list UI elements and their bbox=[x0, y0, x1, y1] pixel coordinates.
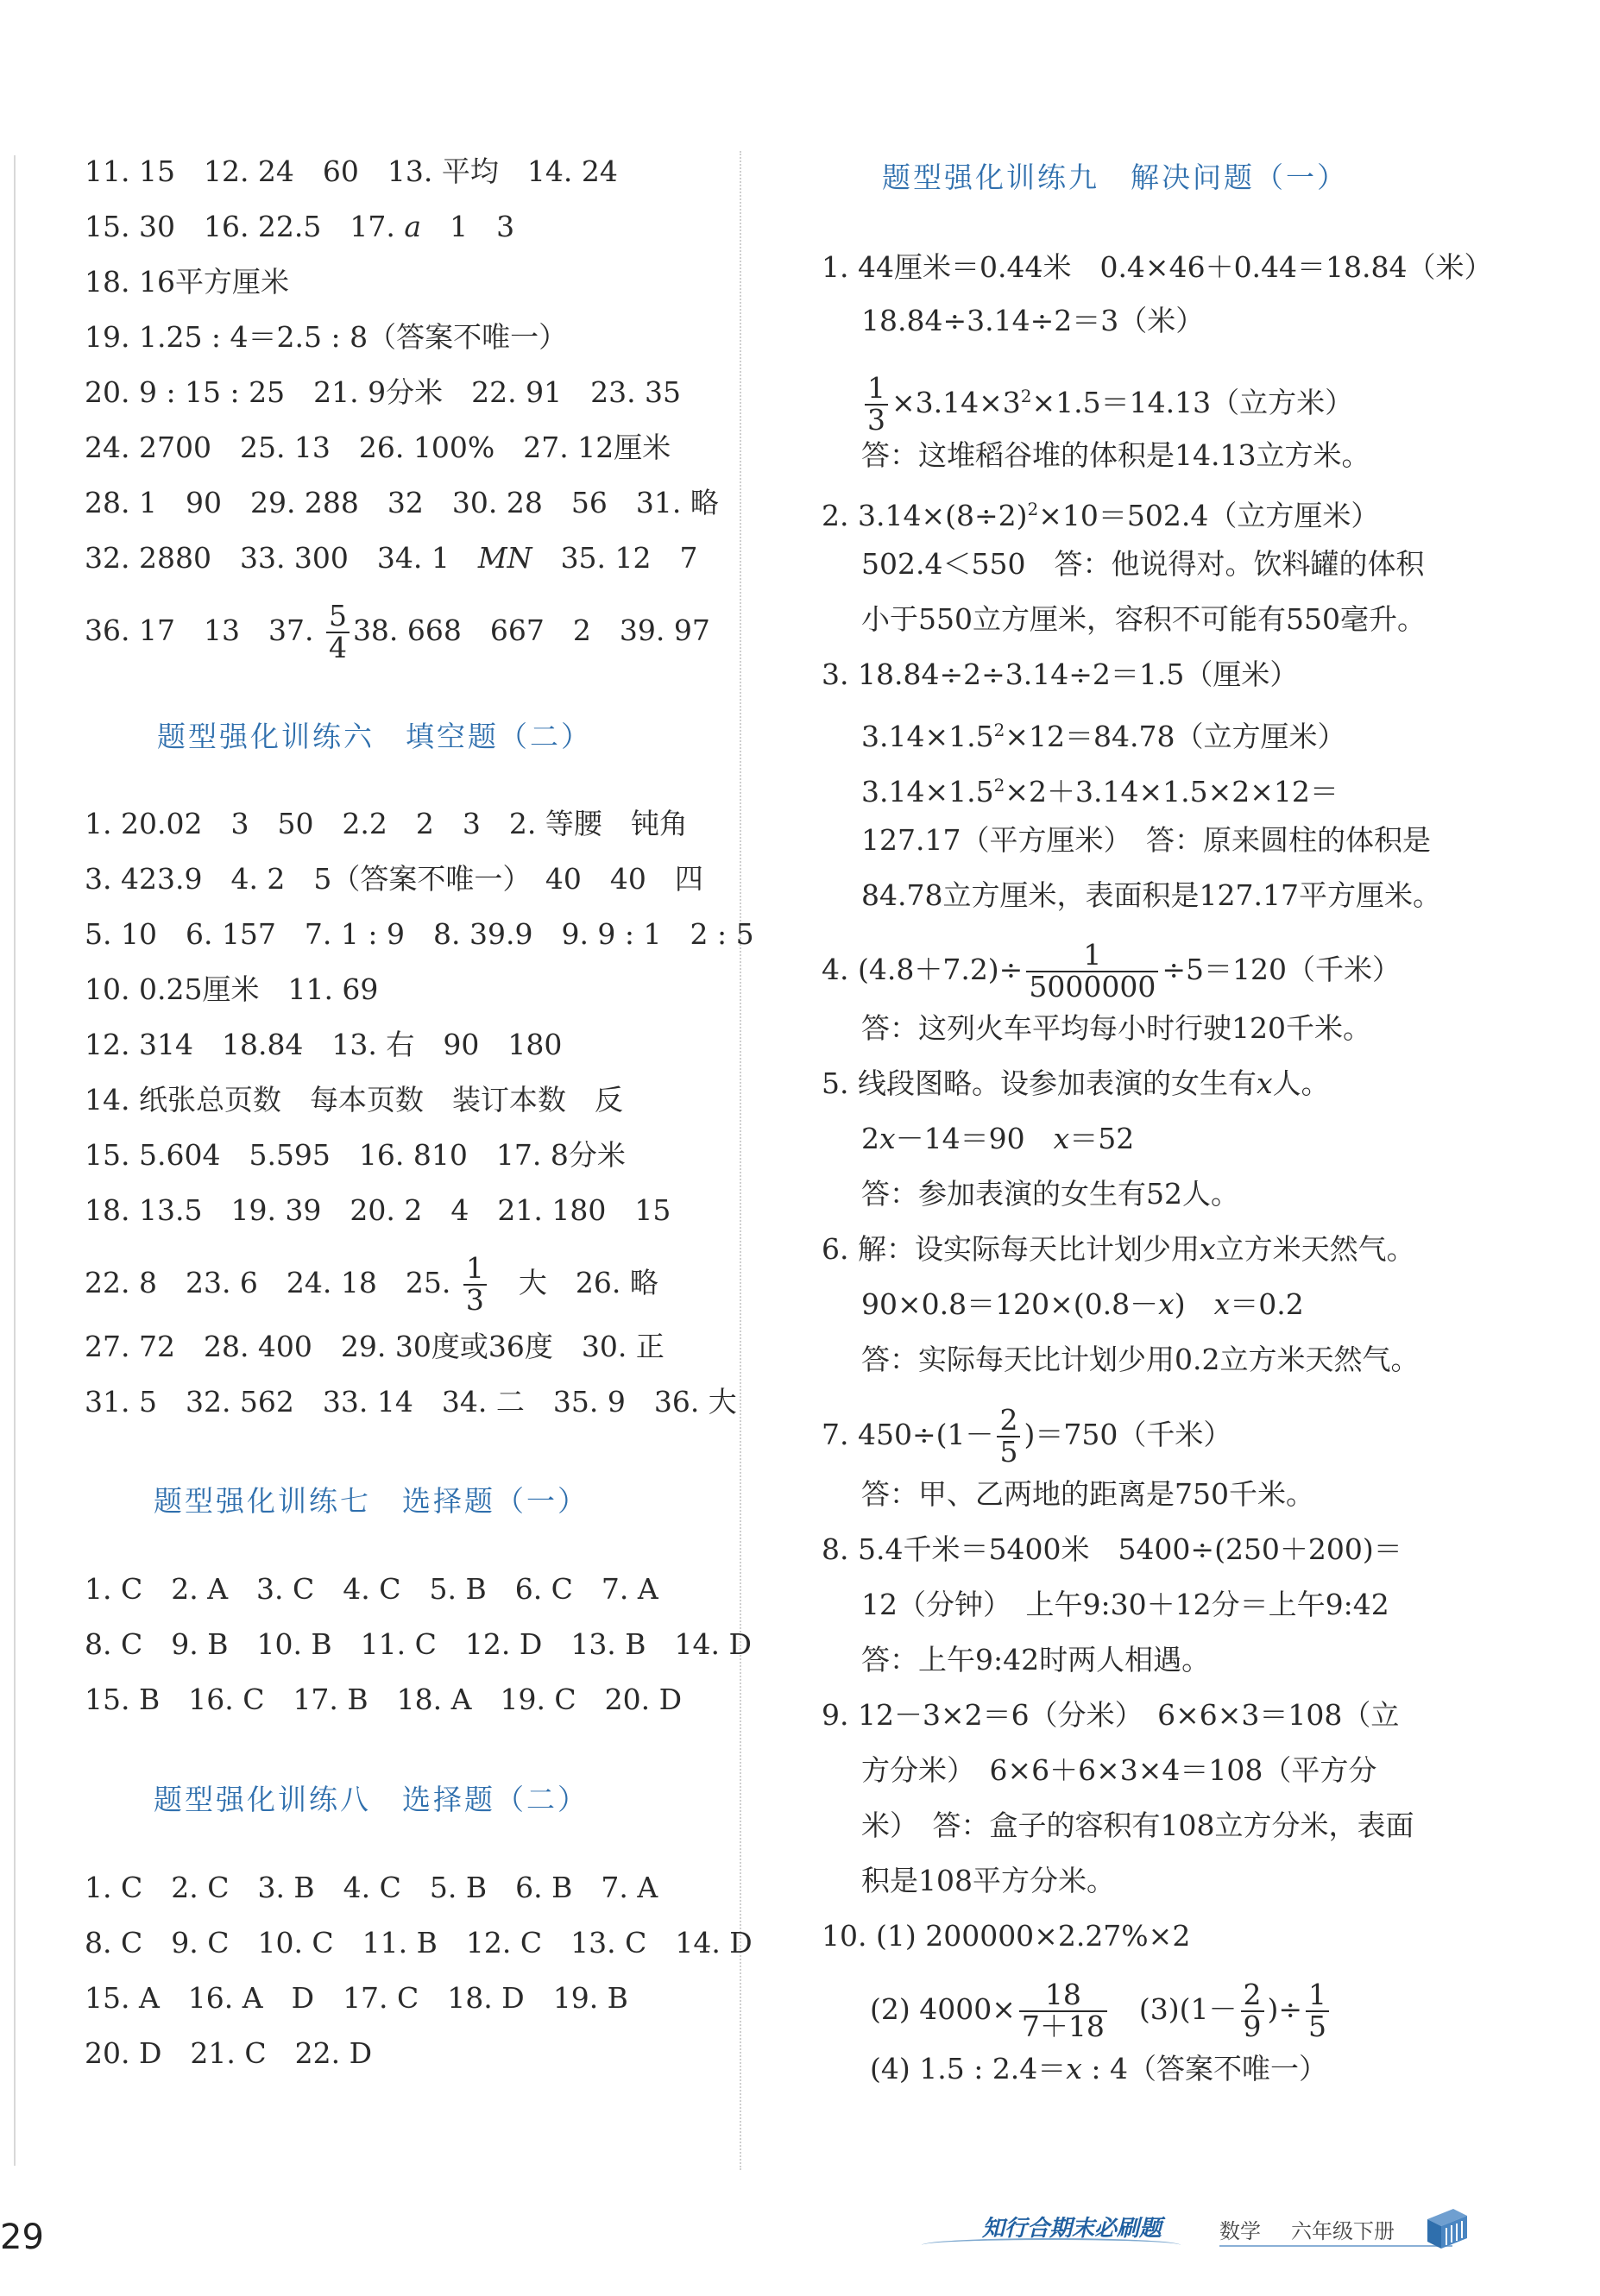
footer-subject: 数学 bbox=[1219, 2219, 1261, 2243]
answer-line: 20. 9 : 15 : 25 21. 9分米 22. 91 23. 35 bbox=[85, 375, 682, 409]
segment-mn: MN bbox=[477, 541, 532, 575]
footer-grade: 六年级下册 bbox=[1291, 2219, 1395, 2243]
fraction: $\frac{2}{5}$ bbox=[997, 1406, 1020, 1467]
solution-line: 9. 12－3×2＝6（分米） 6×6×3＝108（立 bbox=[822, 1698, 1400, 1732]
answer-line: 19. 1.25 : 4＝2.5 : 8（答案不唯一） bbox=[85, 320, 568, 354]
answer-line: 28. 1 90 29. 288 32 30. 28 56 31. 略 bbox=[85, 486, 719, 519]
solution-line: 6. 解：设实际每天比计划少用x立方米天然气。 bbox=[822, 1232, 1415, 1266]
answer-line: 18. 13.5 19. 39 20. 2 4 21. 180 15 bbox=[85, 1193, 671, 1227]
solution-line: 小于550立方厘米，容积不可能有550毫升。 bbox=[861, 602, 1426, 636]
fraction: $\frac{1}{5}$ bbox=[1306, 1980, 1329, 2041]
answer-line: 1. 20.02 3 50 2.2 2 3 2. 等腰 钝角 bbox=[85, 807, 688, 840]
solution-line: 8. 5.4千米＝5400米 5400÷(250＋200)＝ bbox=[822, 1532, 1402, 1566]
column-divider bbox=[740, 151, 741, 2170]
answer-line: 14. 纸张总页数 每本页数 装订本数 反 bbox=[85, 1083, 623, 1117]
solution-line: $\frac{1}{3}$ $\times 3.14\times 3^2\times 1.5=14.13$（立方米） bbox=[861, 362, 1353, 437]
fraction: $\frac{5}{4}$ bbox=[326, 601, 350, 663]
answer-line: 15. B 16. C 17. B 18. A 19. C 20. D bbox=[85, 1683, 683, 1716]
footer-rule bbox=[1219, 2245, 1452, 2247]
answer-line: 22. 8 23. 6 24. 18 25. $\frac{1}{3}$ 大 26. 略 bbox=[85, 1251, 658, 1317]
solution-line: 4. (4.8＋7.2)÷ $\frac{1}{5000000}$ ÷5＝120（千米） bbox=[822, 938, 1401, 1003]
solution-line: 5. 线段图略。设参加表演的女生有x人。 bbox=[822, 1066, 1330, 1100]
solution-line: 3. 18.84÷2÷3.14÷2＝1.5（厘米） bbox=[822, 657, 1299, 691]
solution-line: 积是108平方分米。 bbox=[861, 1864, 1115, 1897]
answer-line: 15. 5.604 5.595 16. 810 17. 8分米 bbox=[85, 1138, 626, 1172]
solution-line: 答：参加表演的女生有52人。 bbox=[861, 1177, 1239, 1211]
solution-line: $3.14\times 1.5^2\times 12=84.78$（立方厘米） bbox=[861, 720, 1346, 753]
solution-line: (4) 1.5 : 2.4＝x : 4（答案不唯一） bbox=[870, 2052, 1328, 2085]
fraction: $\frac{18}{7+18}$ bbox=[1019, 1980, 1107, 2041]
answer-line: 8. C 9. B 10. B 11. C 12. D 13. B 14. D bbox=[85, 1627, 752, 1661]
solution-line: 答：实际每天比计划少用0.2立方米天然气。 bbox=[861, 1343, 1420, 1376]
brand-logo: 知行合期末必刷题 bbox=[982, 2216, 1162, 2242]
solution-line: 2x－14＝90 x＝52 bbox=[861, 1122, 1135, 1155]
solution-line: 答：甲、乙两地的距离是750千米。 bbox=[861, 1477, 1314, 1511]
answer-line: 1. C 2. A 3. C 4. C 5. B 6. C 7. A bbox=[85, 1572, 658, 1606]
solution-line: 18.84÷3.14÷2＝3（米） bbox=[861, 304, 1205, 337]
answer-line: 36. 17 13 37. $\frac{5}{4}$ 38. 668 667 2 39. 97 bbox=[85, 599, 710, 664]
page-edge-rule bbox=[14, 155, 16, 2166]
fraction: $\frac{1}{5000000}$ bbox=[1026, 940, 1158, 1002]
answer-line: 15. A 16. A D 17. C 18. D 19. B bbox=[85, 1981, 628, 2015]
answer-line: 27. 72 28. 400 29. 30度或36度 30. 正 bbox=[85, 1330, 665, 1363]
answer-line: 8. C 9. C 10. C 11. B 12. C 13. C 14. D bbox=[85, 1926, 753, 1959]
answer-line: 11. 15 12. 24 60 13. 平均 14. 24 bbox=[85, 154, 618, 188]
solution-line: $3.14\times 1.5^2\times 2+3.14\times 1.5\times 2\times 12=$ bbox=[861, 775, 1339, 808]
solution-line: 答：这堆稻谷堆的体积是14.13立方米。 bbox=[861, 438, 1370, 472]
solution-line: 7. 450÷(1－ $\frac{2}{5}$ )＝750（千米） bbox=[822, 1403, 1232, 1469]
fraction: $\frac{2}{9}$ bbox=[1241, 1980, 1264, 2041]
solution-line: (2) 4000× $\frac{18}{7+18}$ (3)(1－ $\frac{2}{9}$ )÷ $\frac{1}{5}$ bbox=[870, 1976, 1332, 2043]
book-icon bbox=[1424, 2202, 1471, 2250]
solution-line: 答：这列火车平均每小时行驶120千米。 bbox=[861, 1011, 1371, 1045]
solution-line: 90×0.8＝120×(0.8－x) x＝0.2 bbox=[861, 1287, 1304, 1321]
answer-line: 32. 2880 33. 300 34. 1 MN 35. 12 7 bbox=[85, 541, 698, 575]
answer-line: 24. 2700 25. 13 26. 100% 27. 12厘米 bbox=[85, 431, 671, 464]
section-heading-8: 题型强化训练八 选择题（二） bbox=[154, 1783, 589, 1816]
solution-line: 答：上午9:42时两人相遇。 bbox=[861, 1643, 1211, 1676]
solution-line: 10. (1) 200000×2.27%×2 bbox=[822, 1919, 1191, 1953]
solution-line: 1. 44厘米＝0.44米 0.4×46＋0.44＝18.84（米） bbox=[822, 250, 1493, 284]
answer-line: 5. 10 6. 157 7. 1 : 9 8. 39.9 9. 9 : 1 2 : 5 bbox=[85, 917, 754, 951]
footer bbox=[922, 2200, 1474, 2261]
solution-line: 方分米） 6×6＋6×3×4＝108（平方分 bbox=[861, 1753, 1377, 1787]
solution-line: 84.78立方厘米，表面积是127.17平方厘米。 bbox=[861, 878, 1441, 912]
section-heading-6: 题型强化训练六 填空题（二） bbox=[157, 720, 592, 753]
answer-line: 15. 30 16. 22.5 17. a 1 3 bbox=[85, 210, 515, 243]
fraction: $\frac{1}{3}$ bbox=[865, 374, 888, 435]
solution-line: 12（分钟） 上午9:30＋12分＝上午9:42 bbox=[861, 1588, 1389, 1621]
solution-line: 2. $3.14\times(8\div 2)^2\times 10=502.4$（立方厘米） bbox=[822, 499, 1380, 532]
solution-line: 127.17（平方厘米） 答：原来圆柱的体积是 bbox=[861, 823, 1431, 857]
variable-a: a bbox=[404, 210, 422, 243]
solution-line: 502.4＜550 答：他说得对。饮料罐的体积 bbox=[861, 547, 1425, 581]
answer-line: 31. 5 32. 562 33. 14 34. 二 35. 9 36. 大 bbox=[85, 1385, 737, 1418]
section-heading-9: 题型强化训练九 解决问题（一） bbox=[882, 160, 1348, 194]
answer-line: 18. 16平方厘米 bbox=[85, 265, 289, 299]
fraction: $\frac{1}{3}$ bbox=[463, 1254, 487, 1315]
answer-line: 3. 423.9 4. 2 5（答案不唯一） 40 40 四 bbox=[85, 862, 703, 896]
page-number: 29 bbox=[0, 2217, 44, 2257]
section-heading-7: 题型强化训练七 选择题（一） bbox=[154, 1484, 589, 1518]
answer-line: 20. D 21. C 22. D bbox=[85, 2036, 373, 2070]
answer-line: 1. C 2. C 3. B 4. C 5. B 6. B 7. A bbox=[85, 1871, 658, 1904]
answer-line: 12. 314 18.84 13. 右 90 180 bbox=[85, 1028, 563, 1061]
answer-line: 10. 0.25厘米 11. 69 bbox=[85, 972, 379, 1006]
solution-line: 米） 答：盒子的容积有108立方分米，表面 bbox=[861, 1808, 1414, 1842]
